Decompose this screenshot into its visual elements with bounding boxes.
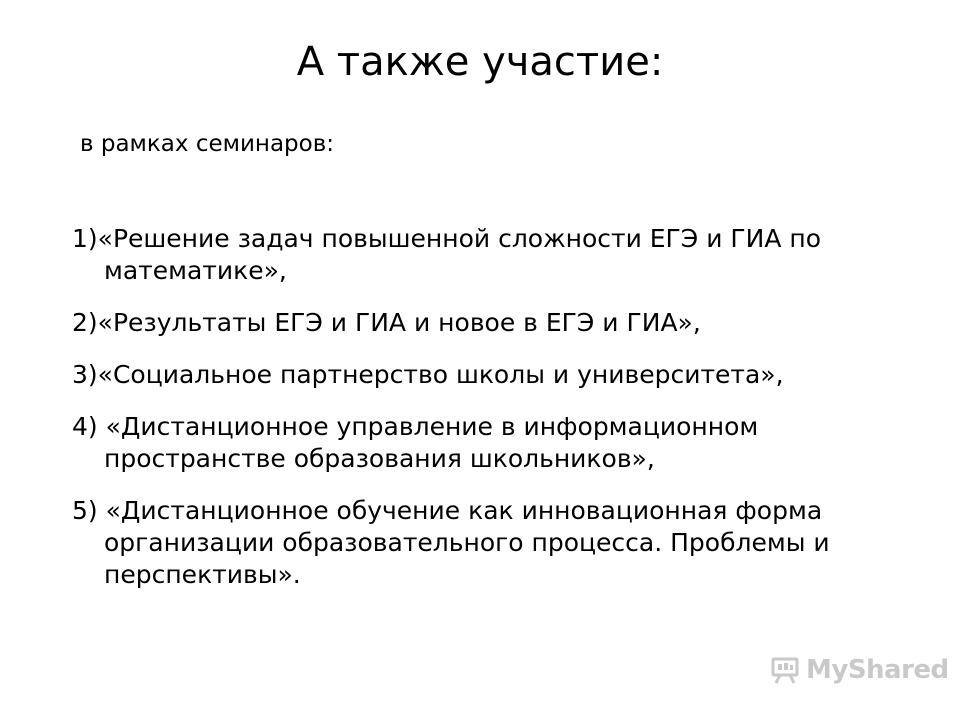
presentation-board-icon bbox=[770, 655, 800, 685]
slide-title: А также участие: bbox=[296, 39, 664, 85]
seminar-item-2: 2)«Результаты ЕГЭ и ГИА и новое в ЕГЭ и ГИА», bbox=[72, 308, 701, 337]
seminar-item-1: 1)«Решение задач повышенной сложности ЕГЭ и ГИА по математике», bbox=[72, 224, 822, 285]
seminar-list bbox=[72, 223, 912, 611]
seminar-item-4: 4) «Дистанционное управление в информационном пространстве образования школьников», bbox=[72, 412, 759, 473]
watermark-logo bbox=[770, 655, 949, 685]
seminar-item-5: 5) «Дистанционное обучение как инновационная форма организации образовательного процесса. Проблемы и перспективы». bbox=[72, 496, 830, 589]
seminar-item-3: 3)«Социальное партнерство школы и университета», bbox=[72, 360, 784, 389]
watermark-text: MyShared bbox=[806, 655, 949, 685]
slide-subtitle: в рамках семинаров: bbox=[80, 131, 335, 157]
